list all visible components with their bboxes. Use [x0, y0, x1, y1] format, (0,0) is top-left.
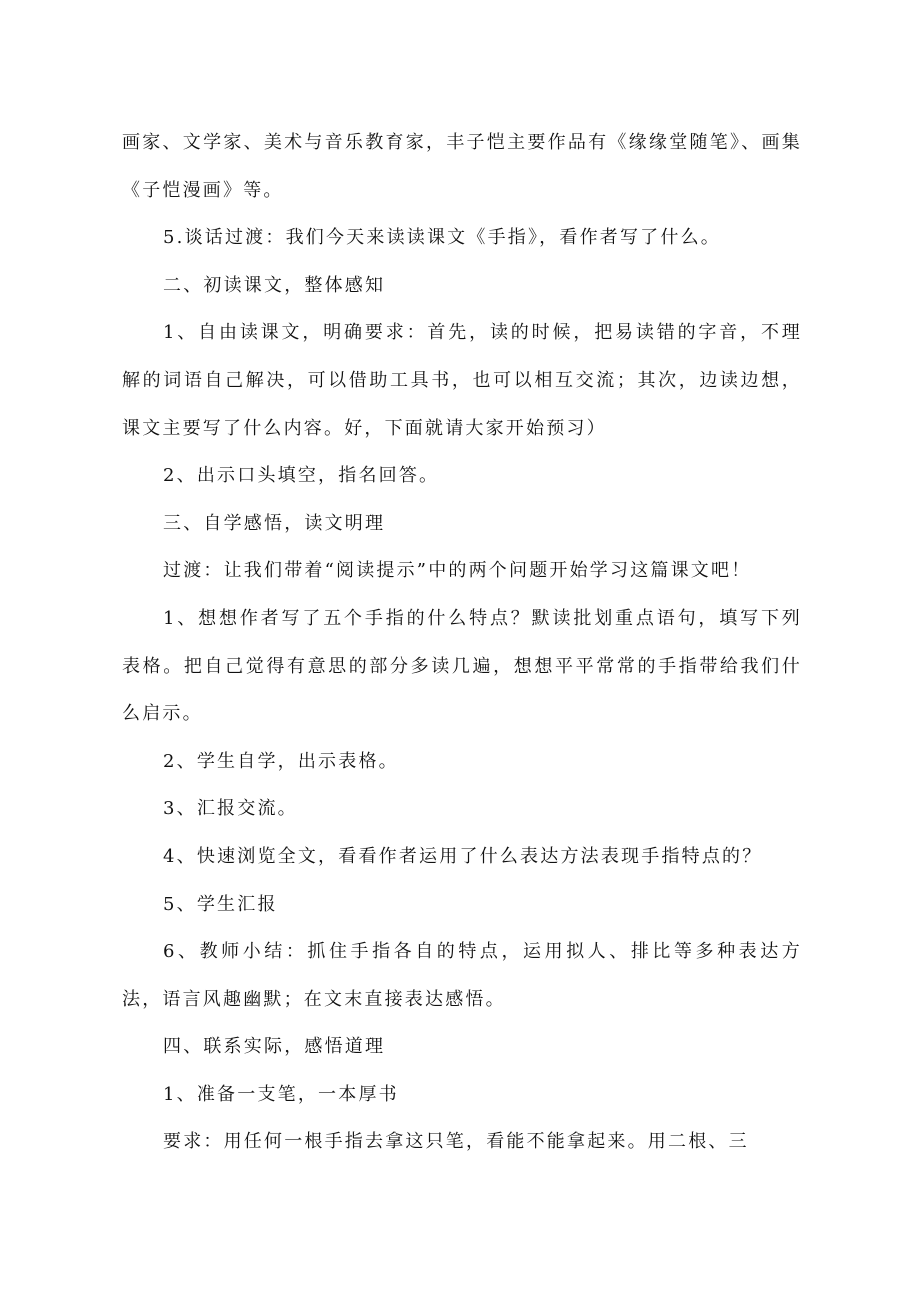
- paragraph-self-study: 2、学生自学，出示表格。: [163, 750, 399, 772]
- paragraph-five-fingers: 1、想想作者写了五个手指的什么特点？默读批划重点语句，填写下列表格。把自己觉得有意思的部分多读几遍，想想平平常常的手指带给我们什么启示。: [122, 607, 802, 725]
- paragraph-fill-blank: 2、出示口头填空，指名回答。: [163, 465, 440, 487]
- paragraph-teacher-summary: 6、教师小结：抓住手指各自的特点，运用拟人、排比等多种表达方法，语言风趣幽默；在文末直接表达感悟。: [122, 941, 802, 1010]
- paragraph-requirement: 要求：用任何一根手指去拿这只笔，看能不能拿起来。用二根、三: [163, 1131, 749, 1153]
- section-heading-3: 三、自学感悟，读文明理: [163, 512, 386, 534]
- paragraph-student-report: 5、学生汇报: [163, 893, 278, 915]
- paragraph-intro-continued: 画家、文学家、美术与音乐教育家，丰子恺主要作品有《缘缘堂随笔》、画集《子恺漫画》等。: [122, 132, 802, 201]
- paragraph-report-exchange: 3、汇报交流。: [163, 798, 298, 820]
- paragraph-quick-browse: 4、快速浏览全文，看看作者运用了什么表达方法表现手指特点的？: [163, 845, 763, 867]
- section-heading-2: 二、初读课文，整体感知: [163, 274, 386, 296]
- paragraph-free-reading: 1、自由读课文，明确要求：首先，读的时候，把易读错的字音，不理解的词语自己解决，可以借助工具书，也可以相互交流；其次，边读边想，课文主要写了什么内容。好，下面就请大家开始预习）: [122, 322, 802, 439]
- paragraph-transition-prompt: 过渡：让我们带着“阅读提示”中的两个问题开始学习这篇课文吧！: [163, 560, 752, 582]
- document-page: [122, 119, 802, 1166]
- section-heading-4: 四、联系实际，感悟道理: [163, 1036, 386, 1058]
- paragraph-transition-talk: 5.谈话过渡：我们今天来读读课文《手指》，看作者写了什么。: [163, 227, 721, 249]
- paragraph-prepare-materials: 1、准备一支笔，一本厚书: [163, 1083, 399, 1105]
